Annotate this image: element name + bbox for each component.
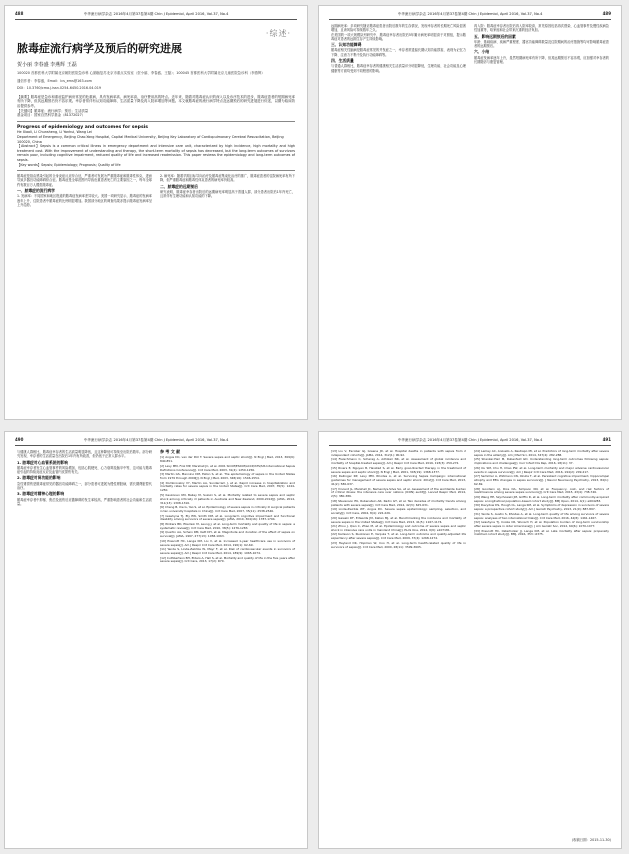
reference-item: [17] Vincent JL, Marshall JC, Namendys-Silva SA, et al. Assessment of the worldwide burden of critical illness: the intensive care over nations (ICON) audit[J]. Lancet Respir Med, 2014, 2(5): 380-386.	[331, 486, 466, 499]
doi: DOI：10.3760/cma.j.issn.0254-6450.2016.04.019	[17, 86, 102, 91]
authors: 贺小丽 李春盛 李燕辉 王磊	[17, 62, 77, 68]
references-heading: 参 考 文 献	[160, 449, 181, 454]
reference-item: [12] Cuthbertson BH, Elders A, Hall S, et al. Mortality and quality of life in the five years after severe sepsis[J]. Crit Care, 2013, 17(2): R70.	[160, 555, 295, 564]
review-tag: ·综述·	[265, 29, 291, 38]
received-date: (收稿日期：2015-11-30)	[571, 838, 611, 842]
divider	[17, 121, 295, 122]
reference-list	[160, 456, 295, 564]
paragraph: 脓毒症相关性脑病是脓毒症常见的并发症之一，幸存者常遗留长期认知功能损害，表现为记忆力下降、注意力不集中及执行功能障碍等。	[331, 48, 466, 57]
paragraph: 年龄、基础疾病、疾病严重程度、器官功能障碍数量及住院期间的治疗措施等均可影响脓毒症患者的远期预后。	[474, 39, 609, 49]
references-column-right	[474, 450, 609, 550]
paragraph: 与普通人群相比，脓毒症幸存者的健康相关生活质量评分明显降低，生理功能、社会功能及心理健康等方面均受到不同程度的影响。	[331, 64, 466, 73]
body-column-left	[17, 450, 152, 565]
body-column-left	[331, 24, 466, 73]
english-affiliation: Department of Emergency, Beijing Chao-Yang Hospital, Capital Medical University, Beijing Key Laboratory of Cardiopulmonary Cerebral Resuscitation, Beijing 100020, China	[17, 134, 284, 144]
reference-item: [21] Zhou J, Qian C, Zhao M, et al. Epidemiology and outcome of severe sepsis and septic shock in intensive care units in mainland China[J]. PLoS One, 2014, 9(9): e107181.	[331, 524, 466, 532]
page-header	[15, 437, 297, 446]
paragraph: 急性肾损伤是脓毒症常见的器官功能障碍之一，部分患者可进展为慢性肾脏病，需长期肾脏替代治疗。	[17, 481, 152, 491]
paragraph: 脓毒症发病率逐年上升，虽然短期病死率有所下降，但其远期预后不容乐观，应加强对幸存者的长期随访与康复管理。	[474, 55, 609, 65]
page-number: 490	[15, 437, 24, 442]
reference-item: [6] Cheng B, Xie G, Yao S, et al. Epidemiology of severe sepsis in critically ill surgical patients in ten university hospitals in China[J]. Crit Care Med, 2007, 35(11): 2538-2546.	[160, 505, 295, 514]
reference-item: [33] Prescott HC, Osterholzer JJ, Langa KM, et al. Late mortality after sepsis: propensity matched cohort study[J]. BMJ, 2016, 353: i2375.	[474, 528, 609, 537]
body-column-right	[160, 174, 295, 207]
page-header	[329, 11, 611, 20]
paragraph: 2. 病死率：随着早期目标导向治疗及脓毒症集束化治疗的推广，脓毒症患者的住院病死率有所下降，但严重脓毒症和脓毒性休克患者的病死率仍较高。	[160, 174, 295, 183]
page-header	[15, 11, 297, 20]
section-heading: 一、脓毒症的流行病学	[17, 187, 55, 193]
section-heading: 六、小结	[474, 49, 490, 55]
reference-item: [2] Levy MM, Fink MP, Marshall JC, et al. 2001 SCCM/ESICM/ACCP/ATS/SIS International Sepsis Definitions Conference[J]. Crit Care Med, 2003, 31(4): 1250-1256.	[160, 463, 296, 472]
body-column-right	[474, 24, 609, 73]
section-heading: 1. 脓毒症对心血管系统的影响	[17, 459, 68, 465]
reference-item: [30] Davydow DS, Hough CL, Langa KM, et al. Symptoms of depression in survivors of severe sepsis: a prospective cohort study[J]. Am J Geriatr Psychiatry, 2013, 21(9): 887-897.	[474, 503, 609, 512]
english-title: Progress of epidemiology and outcomes for sepsis	[17, 124, 148, 130]
reference-item: [20] Gaieski DF, Edwards JM, Kallan MJ, et al. Benchmarking the incidence and mortality of severe sepsis in the United States[J]. Crit Care Med, 2013, 41(5): 1167-1174.	[331, 515, 466, 524]
corresponding-author: 通信作者：李春盛，Email：lcs_ems@163.com	[17, 78, 92, 83]
reference-item: [28] Goodwin AJ, Rice DA, Simpson KN, et al. Frequency, cost, and risk factors of readmissions among severe sepsis survivors[J]. Crit Care Med, 2015, 43(4): 738-746.	[474, 486, 609, 495]
reference-item: [31] Yende S, Austin S, Rhodes A, et al. Long-term quality of life among survivors of severe sepsis: analyses of two international trials[J]. Crit Care Med, 2016, 44(8): 1461-1467.	[474, 511, 609, 520]
page-number: 489	[602, 11, 611, 16]
reference-item: [24] Lemay AC, Anzueto A, Restrepo MI, et al. Predictors of long-term mortality after severe sepsis in the elderly[J]. Am J Med Sci, 2014, 347(4): 282-288.	[474, 449, 609, 457]
section-heading: 三、认知功能障碍	[331, 42, 362, 48]
reference-item: [11] Yende S, Linde-Zwirble W, Mayr F, et al. Risk of cardiovascular events in survivors of severe sepsis[J]. Am J Respir Crit Care Med, 2014, 189(9): 1065-1074.	[160, 547, 295, 556]
article-title: 脓毒症流行病学及预后的研究进展	[17, 42, 182, 55]
page-4	[318, 431, 622, 849]
paragraph: 脓毒症是指由感染引起的全身炎症反应综合征，严重者可发展为严重脓毒症和脓毒性休克，进而导致多器官功能障碍综合征。脓毒症是全球范围内导致危重患者死亡的主要原因之一，每年全球约有数百万人罹患脓毒症。	[17, 174, 152, 187]
journal-line: 中华流行病学杂志 2016年4月第37卷第4期 Chin J Epidemiol, April 2016, Vol.37, No.4	[83, 12, 229, 16]
page-number: 491	[602, 437, 611, 442]
abstract-en: 【Abstract】Sepsis is a common critical illness in emergency department and intensive care unit, characterized by high incidence, high mortality and high treatment cost. With the improvement of understanding and therapy, the short-term mortality of sepsis has decreased, but the long-term outcomes of survivors remain poor, including cognitive impairment, reduced quality of life and increased readmission. This paper reviews the epidemiology and long-term outcomes of sepsis.	[17, 144, 295, 162]
paragraph: 在美国的一项大规模队列研究中，脓毒症幸存者出院后5年累计病死率明显高于对照组，提示脓毒症对患者的远期生存产生持续影响。	[331, 32, 466, 41]
reference-item: [25] Shankar-Hari M, Rubenfeld GD. Understanding long-term outcomes following sepsis: implications and challenges[J]. Curr Infect Dis Rep, 2016, 18(11): 37.	[474, 457, 609, 466]
reference-item: [15] Rivers E, Nguyen B, Havstad S, et al. Early goal-directed therapy in the treatment of severe sepsis and septic shock[J]. N Engl J Med, 2001, 345(19): 1368-1377.	[331, 465, 466, 474]
page-header	[329, 437, 611, 446]
reference-item: [5] Kaukonen KM, Bailey M, Suzuki S, et al. Mortality related to severe sepsis and septic shock among critically ill patients in Australia and New Zealand, 2000-2012[J]. JAMA, 2014, 311(13): 1308-1316.	[160, 492, 295, 505]
paragraph: 1. 发病率：不同国家和地区报道的脓毒症发病率差异较大。美国一项研究显示，脓毒症的发病率逐年上升，住院患者中脓毒症的比例明显增加。我国部分地区的调查结果亦提示脓毒症发病率呈上升趋势。	[17, 194, 152, 207]
reference-item: [1] Angus DC, van der Poll T. Severe sepsis and septic shock[J]. N Engl J Med, 2013, 369(9): 840-851.	[160, 455, 295, 464]
page-number: 488	[15, 11, 24, 16]
reference-item: [32] Iwashyna TJ, Cooke CR, Wunsch H, et al. Population burden of long-term survivorship after severe sepsis in older Americans[J]. J Am Geriatr Soc, 2012, 60(6): 1070-1077.	[474, 520, 609, 529]
reference-item: [23] Heyland DK, Hopman W, Coo H, et al. Long-term health-related quality of life in survivors of sepsis[J]. Crit Care Med, 2000, 28(11): 3599-3605.	[331, 540, 466, 549]
journal-line: 中华流行病学杂志 2016年4月第37卷第4期 Chin J Epidemiol, April 2016, Vol.37, No.4	[83, 438, 229, 442]
page-2	[318, 5, 622, 420]
paragraph: 研究表明，脓毒症幸存者出院后的远期病死率明显高于普通人群，部分患者出院后1年内死亡，且常伴有生理功能和认知功能的下降。	[160, 189, 295, 199]
reference-item: [16] Dellinger RP, Levy MM, Rhodes A, et al. Surviving Sepsis Campaign: international guidelines for management of severe sepsis and septic shock: 2012[J]. Crit Care Med, 2013, 41(2): 580-637.	[331, 474, 466, 487]
section-heading: 四、生活质量	[331, 58, 354, 64]
abstract-zh: 【摘要】脓毒症是急诊和重症监护病房常见的危重病，具有发病率高、病死率高、治疗费用高的特点。近年来，随着对脓毒症认识的深入以及诊疗技术的进步，脓毒症患者的短期病死率有所下降，但其远期预后仍不容乐观。幸存者常伴有认知功能障碍、生活质量下降及再入院率增加等问题。本文就脓毒症的流行病学特点及远期预后的研究进展进行综述，以期为临床防治提供参考。	[17, 94, 295, 108]
paragraph: 与健康人群相比，脓毒症幸存者的生活质量明显降低，且这种降低可持续至出院后数年。部分研究发现，幸存者的生活质量在出院后1年内有所改善，但仍低于正常人群水平。	[17, 450, 152, 459]
journal-line: 中华流行病学杂志 2016年4月第37卷第4期 Chin J Epidemiol, April 2016, Vol.37, No.4	[397, 438, 543, 442]
reference-item: [29] Wang HE, Szychowski JM, Griffin R, et al. Long-term mortality after community-acquired sepsis: a longitudinal population-based cohort study[J]. BMJ Open, 2014, 4(1): e004283.	[474, 494, 609, 503]
reference-item: [8] Winters BD, Eberlein M, Leung J, et al. Long-term mortality and quality of life in sepsis: a systematic review[J]. Crit Care Med, 2010, 38(5): 1276-1283.	[160, 521, 295, 530]
journal-line: 中华流行病学杂志 2016年4月第37卷第4期 Chin J Epidemiol, April 2016, Vol.37, No.4	[397, 12, 543, 16]
reference-item: [26] Ou SM, Chu H, Chao PW, et al. Long-term mortality and major adverse cardiovascular events in sepsis survivors[J]. Am J Respir Crit Care Med, 2016, 194(2): 209-217.	[474, 465, 609, 474]
body-column-left	[17, 174, 152, 207]
section-heading: 五、影响远期预后的因素	[474, 33, 516, 39]
reference-item: [13] Liu V, Escobar GJ, Greene JD, et al. Hospital deaths in patients with sepsis from 2 independent cohorts[J]. JAMA, 2014, 312(1): 90-92.	[331, 449, 466, 457]
references-column	[160, 450, 295, 565]
reference-item: [22] Karlsson S, Ruokonen E, Varpula T, et al. Long-term outcome and quality-adjusted life expectancy after severe sepsis[J]. Crit Care Med, 2009, 37(4): 1268-1274.	[331, 532, 466, 541]
section-heading: 二、脓毒症的远期预后	[160, 183, 198, 189]
page-3	[4, 431, 308, 849]
paragraph: 脓毒症幸存者发生心血管事件的风险增加，包括心肌梗死、心力衰竭及脑卒中等，这可能与脓毒症引起的持续炎症反应及血管内皮损伤有关。	[17, 465, 152, 475]
reference-item: [19] Linde-Zwirble WT, Angus DC. Severe sepsis epidemiology: sampling, selection, and society[J]. Crit Care, 2004, 8(4): 222-226.	[331, 507, 466, 516]
reference-item: [9] Quartin AA, Schein RM, Kett DH, et al. Magnitude and duration of the effect of sepsis on survival[J]. JAMA, 1997, 277(13): 1058-1063.	[160, 530, 295, 539]
reference-item: [14] Fleischmann C, Scherag A, Adhikari NK, et al. Assessment of global incidence and mortality of hospital-treated sepsis[J]. Am J Respir Crit Care Med, 2016, 193(3): 259-272.	[331, 457, 466, 466]
references-column-left	[331, 450, 466, 550]
keywords-en: 【Key words】Sepsis; Epidemiology; Prognosis; Quality of life	[17, 162, 121, 167]
reference-item: [3] Martin GS, Mannino DM, Eaton S, et al. The epidemiology of sepsis in the United States from 1979 through 2000[J]. N Engl J Med, 2003, 348(16): 1546-1554.	[160, 472, 295, 481]
keywords-zh: 【关键词】脓毒症；流行病学；预后；生活质量	[17, 108, 89, 113]
reference-item: [10] Prescott HC, Langa KM, Liu V, et al. Increased 1-year healthcare use in survivors of severe sepsis[J]. Am J Respir Crit Care Med, 2014, 190(1): 62-69.	[160, 538, 295, 547]
paragraph: 脓毒症幸存者中抑郁、焦虑及创伤后应激障碍的发生率较高，严重影响患者的社会功能和生活质量。	[17, 497, 152, 506]
paragraph: 再入院：脓毒症幸存者出院后再入院率较高，常见原因包括再次感染、心血管事件及慢性疾病急性加重等，给家庭和社会带来沉重的经济负担。	[474, 24, 609, 33]
divider	[17, 170, 295, 171]
section-heading: 3. 脓毒症对精神心理的影响	[17, 491, 65, 497]
reference-item: [7] Iwashyna TJ, Ely EW, Smith DM, et al. Long-term cognitive impairment and functional disability among survivors of severe sepsis[J]. JAMA, 2010, 304(16): 1787-1794.	[160, 513, 295, 522]
affiliation: 100020 首都医科大学附属北京朝阳医院急诊科 心肺脑复苏北京市重点实验室（贺小丽、李春盛、王磊）；100045 首都医科大学附属北京儿童医院急诊科（李燕辉）	[17, 71, 265, 75]
section-heading: 2. 脓毒症对肾功能的影响	[17, 475, 61, 481]
funding: 基金项目：国家自然科学基金（81372027）	[17, 113, 86, 118]
reference-item: [18] Stevenson EK, Rubenstein AR, Radin GT, et al. Two decades of mortality trends among patients with severe sepsis[J]. Crit Care Med, 2014, 42(3): 625-631.	[331, 498, 466, 507]
reference-item: [27] Semmler A, Widmann CN, Okulla T, et al. Persistent cognitive impairment, hippocampal atrophy and EEG changes in sepsis survivors[J]. J Neurol Neurosurg Psychiatry, 2013, 84(1): 62-69.	[474, 474, 609, 487]
english-authors: He Xiaoli, Li Chunsheng, Li Yanhui, Wang Lei	[17, 130, 92, 135]
page-1	[4, 5, 308, 420]
paragraph: 远期病死率：多项研究随访脓毒症患者出院后数年的生存情况，发现幸存者的长期死亡风险显著增加，且该风险可持续数年之久。	[331, 24, 466, 33]
reference-item: [4] Dombrovskiy VY, Martin AA, Sunderram J, et al. Rapid increase in hospitalization and mortality rates for severe sepsis in the United States[J]. Crit Care Med, 2007, 35(5): 1244-1250.	[160, 480, 295, 493]
